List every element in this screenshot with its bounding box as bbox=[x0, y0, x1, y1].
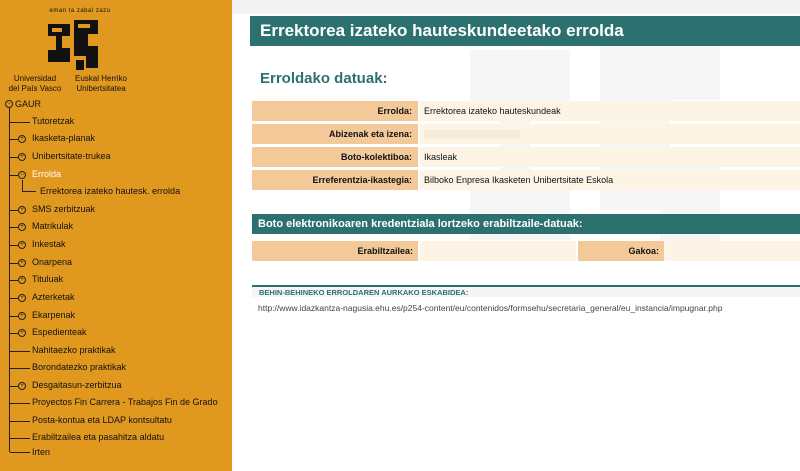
label-errolda: Errolda: bbox=[252, 101, 418, 121]
nav-tree bbox=[0, 0, 232, 471]
label-erabiltzailea: Erabiltzailea: bbox=[252, 241, 418, 261]
expand-icon[interactable]: + bbox=[18, 259, 26, 267]
label-erreferentzia-ikastegia: Erreferentzia-ikastegia: bbox=[252, 170, 418, 190]
nav-item-azterketak[interactable]: Azterketak bbox=[32, 292, 75, 302]
logo-name-eu: Euskal Herriko Unibertsitatea bbox=[74, 74, 127, 93]
value-errolda: Errektorea izateko hauteskundeak bbox=[420, 101, 800, 121]
value-abizenak-izena bbox=[420, 124, 800, 144]
appeal-link[interactable]: http://www.idazkantza-nagusia.ehu.es/p254-content/eu/contenidos/formsehu/secretaria_general/eu_instancia/impugnar.php bbox=[258, 303, 723, 313]
label-abizenak-izena: Abizenak eta izena: bbox=[252, 124, 418, 144]
nav-item-tituluak[interactable]: Tituluak bbox=[32, 274, 64, 284]
expand-icon[interactable]: + bbox=[18, 329, 26, 337]
nav-item-tutoretzak[interactable]: Tutoretzak bbox=[32, 116, 75, 126]
nav-item-posta-kontua[interactable]: Posta-kontua eta LDAP kontsultatu bbox=[32, 415, 172, 425]
label-boto-kolektiboa: Boto-kolektiboa: bbox=[252, 147, 418, 167]
nav-item-pasahitza-aldatu[interactable]: Erabiltzailea eta pasahitza aldatu bbox=[32, 432, 165, 442]
expand-icon[interactable]: + bbox=[18, 241, 26, 249]
nav-item-matrikulak[interactable]: Matrikulak bbox=[32, 221, 74, 231]
logo-motto: eman ta zabal zazu bbox=[49, 8, 111, 14]
collapse-icon[interactable]: − bbox=[18, 171, 26, 179]
nav-item-ekarpenak[interactable]: Ekarpenak bbox=[32, 310, 76, 320]
nav-item-errolda[interactable]: Errolda bbox=[32, 169, 62, 179]
collapse-icon[interactable]: − bbox=[5, 100, 13, 108]
appeal-section-title: BEHIN-BEHINEKO ERROLDAREN AURKAKO ESKABIDEA: bbox=[252, 285, 800, 297]
main-content bbox=[232, 0, 800, 471]
sidebar bbox=[0, 0, 232, 471]
expand-icon[interactable]: + bbox=[18, 312, 26, 320]
value-gakoa bbox=[666, 241, 800, 261]
expand-icon[interactable]: + bbox=[18, 223, 26, 231]
page-title: Errektorea izateko hauteskundeetako errolda bbox=[250, 16, 800, 46]
nav-item-proyectos-fin-carrera[interactable]: Proyectos Fin Carrera - Trabajos Fin de Grado bbox=[32, 397, 218, 407]
nav-item-onarpena[interactable]: Onarpena bbox=[32, 257, 73, 267]
nav-item-nahitaezko-praktikak[interactable]: Nahitaezko praktikak bbox=[32, 345, 116, 355]
nav-item-sms-zerbitzuak[interactable]: SMS zerbitzuak bbox=[32, 204, 96, 214]
nav-item-unibertsitate-trukea[interactable]: Unibertsitate-trukea bbox=[32, 151, 111, 161]
nav-item-irten[interactable]: Irten bbox=[32, 447, 51, 457]
credentials-section-title: Boto elektronikoaren kredentziala lortzeko erabiltzaile-datuak: bbox=[252, 214, 800, 234]
value-erabiltzailea bbox=[420, 241, 576, 261]
expand-icon[interactable]: + bbox=[18, 276, 26, 284]
redacted-name bbox=[424, 130, 520, 139]
label-gakoa: Gakoa: bbox=[578, 241, 664, 261]
section-title-erroldako-datuak: Erroldako datuak: bbox=[260, 70, 388, 87]
logo-name-es: Universidad del País Vasco bbox=[8, 74, 62, 93]
expand-icon[interactable]: + bbox=[18, 206, 26, 214]
expand-icon[interactable]: + bbox=[18, 382, 26, 390]
value-erreferentzia-ikastegia: Bilboko Enpresa Ikasketen Unibertsitate Eskola bbox=[420, 170, 800, 190]
nav-item-espedienteak[interactable]: Espedienteak bbox=[32, 327, 87, 337]
nav-item-borondatezko-praktikak[interactable]: Borondatezko praktikak bbox=[32, 362, 127, 372]
value-boto-kolektiboa: Ikasleak bbox=[420, 147, 800, 167]
nav-item-desgaitasun-zerbitzua[interactable]: Desgaitasun-zerbitzua bbox=[32, 380, 122, 390]
nav-item-inkestak[interactable]: Inkestak bbox=[32, 239, 66, 249]
nav-item-errektorea-errolda[interactable]: Errektorea izateko hautesk. errolda bbox=[40, 186, 181, 196]
nav-root-gaur[interactable]: GAUR bbox=[15, 99, 42, 109]
nav-item-ikasketa-planak[interactable]: Ikasketa-planak bbox=[32, 133, 96, 143]
expand-icon[interactable]: + bbox=[18, 294, 26, 302]
expand-icon[interactable]: + bbox=[18, 153, 26, 161]
expand-icon[interactable]: + bbox=[18, 135, 26, 143]
top-strip bbox=[232, 0, 800, 14]
